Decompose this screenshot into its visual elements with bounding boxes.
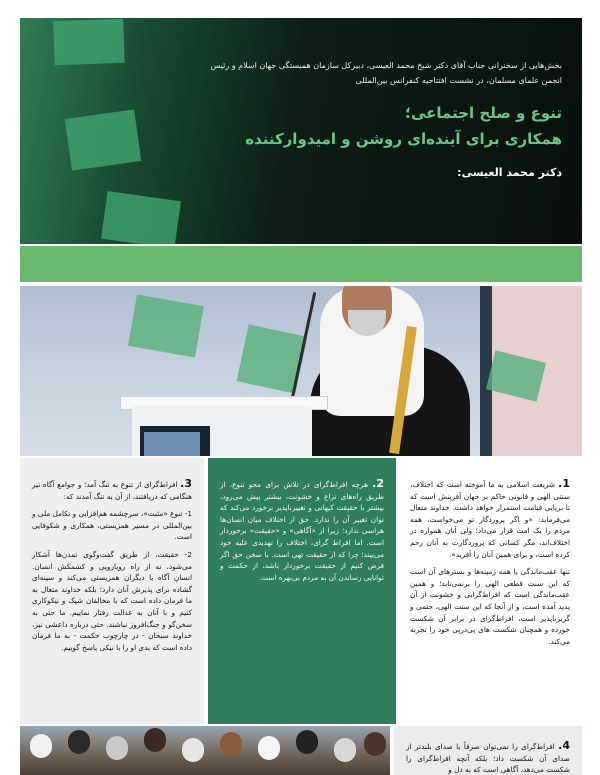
crowd-person <box>334 738 356 762</box>
crowd-person <box>364 732 386 756</box>
paragraph-text: افراط‌گرای از تنوع به تنگ آمد؛ و جوامع آگاه نیز هنگامی که دریافتند، از آن به تنگ آمدند که: <box>32 480 192 501</box>
crowd-person <box>220 732 242 756</box>
author-name: دکتر محمد العیسی: <box>457 166 562 179</box>
crowd-person <box>106 736 128 760</box>
point-number: 4. <box>558 739 570 752</box>
headline-line-1: تنوع و صلح اجتماعی؛ <box>404 104 562 122</box>
paragraph-text: هرچه افراط‌گرای در تلاش برای محو تنوع، از طریق راه‌های نزاع و خشونت، بیشتر پیش می‌رود، بیشتر با حقیقت کیهانی و تغییرناپذیر برخورد می‌کند که توان تغییر آن را ندارد. حق از اختلاف میان انسان‌ها هراسی ندارد؛ زیرا از «آگاهی» و «حقیقت» برخوردار است. اما افراط گرای، اختلاف را تهدیدی علیه خود می‌بیند؛ چرا که از حقیقت تهی است. با سخن حق اگر فرض کنیم از حقیقت برخوردار باشد، از حکمت و توانایی رساندن آن به مردم بی‌بهره است. <box>220 480 384 582</box>
paragraph: تنها عقب‌ماندگی یا همه زمینه‌ها و بسترهای آن است که این سنت قطعی الهی را برنمی‌تابد؛ و همین عقب‌ماندگی است که افراط‌گرایی و خشونت از آن پدید آمده است، و از آنجا که این سنت الهی، حتمی و گریزناپذیر است، افراط‌گرای در برابر آن شکست خورده و همچنان شکست های پی‌درپی خود را تجربه می‌کند. <box>410 567 570 646</box>
intro-text: بخش‌هایی از سخنرانی جناب آقای دکتر شیخ محمد العیسی، دبیرکل سازمان همبستگی جهان اسلام و رئیس انجمن علمای مسلمان، در نشست افتتاحیه کنفرانس بین‌المللی <box>210 61 562 85</box>
hero-text-block <box>192 58 562 179</box>
speaker-photo <box>20 286 582 456</box>
decor-square <box>128 294 204 357</box>
crowd-person <box>296 730 318 754</box>
hero-banner <box>20 18 582 244</box>
paragraph-text: افراط‌گرای را نمی‌توان صرفاً با صدای بلندتر از صدای آن شکست داد؛ بلکه آنچه افراط‌گرای را شکست می‌دهد، آگاهی است که به دل و <box>406 742 570 775</box>
paragraph <box>410 478 570 560</box>
column-middle <box>208 458 396 724</box>
point-four-box <box>394 726 582 775</box>
crowd-person <box>68 730 90 754</box>
point-number: 1. <box>558 477 570 490</box>
paragraph-text: شریعت اسلامی به ما آموخته است که اختلاف، سنتی الهی و قانونی حاکم بر جهان آفرینش است که تا برپایی قیامت استمرار خواهد داشت. خداوند متعال می‌فرماید: «و اگر پروردگار تو می‌خواست، همه مردم را یک امت قرار می‌داد؛ ولی آنان همواره در اختلاف‌اند، مگر کسانی که پروردگارت به آنان رحم کرده است، و برای همین آنان را آفرید». <box>410 480 570 559</box>
crowd-person <box>258 736 280 760</box>
decor-square <box>101 191 181 244</box>
paragraph <box>220 478 384 583</box>
crowd-photo <box>20 726 390 775</box>
decor-square <box>65 109 142 170</box>
decor-square <box>53 19 124 65</box>
paragraph <box>32 478 192 502</box>
point-number: 3. <box>180 477 192 490</box>
paragraph: 1- تنوع «مثبت»، سرچشمه هم‌افزایی و تکامل ملی و بین‌المللی در مسیر همزیستی، همکاری و شکوفایی است. <box>32 509 192 542</box>
column-left <box>20 458 204 724</box>
crowd-person <box>182 738 204 762</box>
article-columns <box>20 458 582 724</box>
crowd-person <box>144 728 166 752</box>
podium-screen-display <box>144 432 200 456</box>
point-number: 2. <box>372 477 384 490</box>
paragraph: 2- حقیقت، از طریق گفت‌وگوی تمدن‌ها آشکار می‌شود، نه از راه رویارویی و کشمکش انسان. انسانِ آگاه با دیگران همزیستی می‌کند و سینه‌ای گشاده برای پذیرش آنان دارد؛ بلکه خداوند متعال به ما فرمان داده است که با مخالفان شیک و نیکوکاری کنیم و با آنان به عدالت رفتار نماییم. ما حتی به سخن‌گو و جنگ‌افروز نباشند. حتی درباره داعشی نیز، خداوند سبحان - در چارچوب حکمت - به ما فرمان داده است که بدی او را با نیکی پاسخ گوییم. <box>32 549 192 652</box>
crowd-person <box>30 734 52 758</box>
column-right <box>398 458 582 724</box>
green-band <box>20 246 582 282</box>
headline-line-2: همکاری برای آینده‌ای روشن و امیدوارکننده <box>245 130 562 148</box>
